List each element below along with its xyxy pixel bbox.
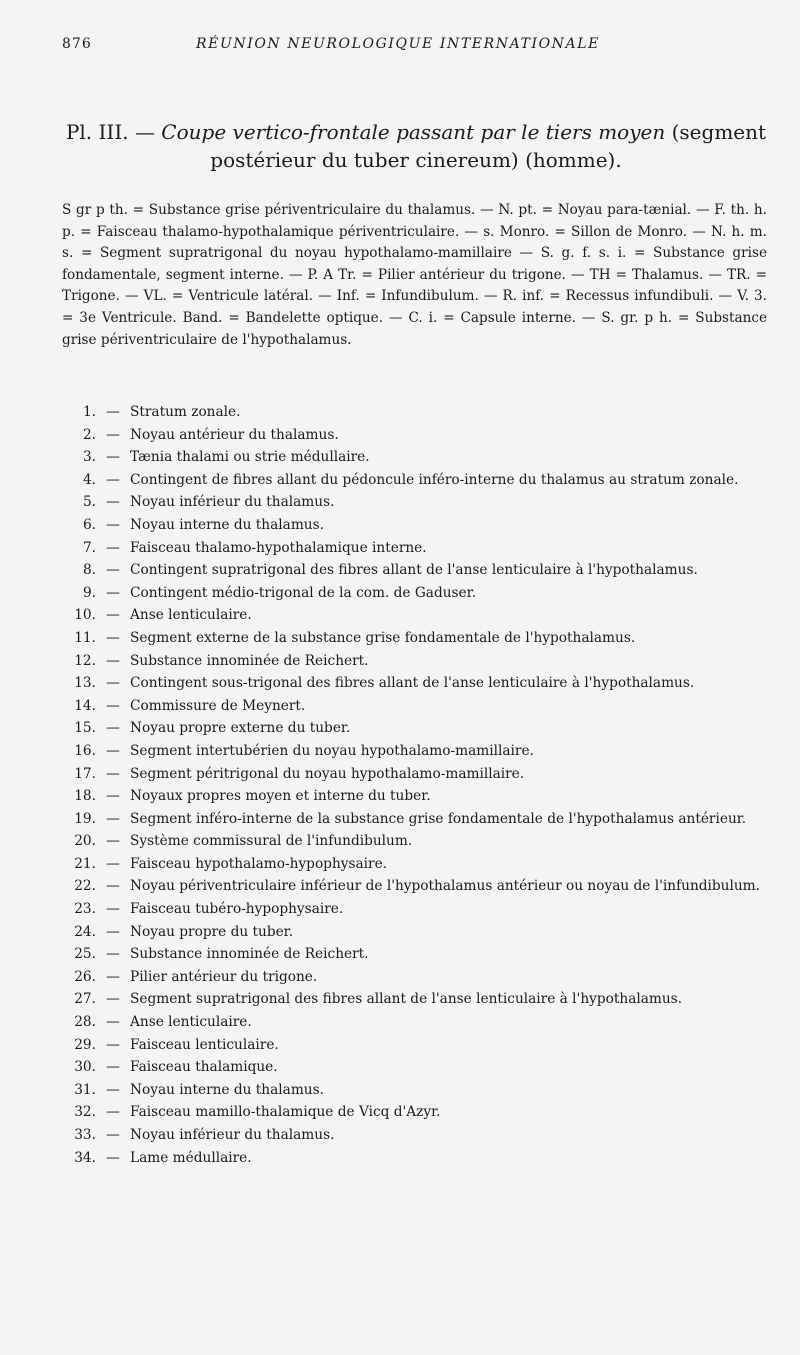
item-number: 21. <box>74 855 96 872</box>
item-text: Faisceau mamillo-thalamique de Vicq d'Azyr. <box>130 1104 441 1121</box>
item-dash: — <box>106 675 120 692</box>
item-dash: — <box>106 426 120 443</box>
item-number: 11. <box>74 629 96 646</box>
item-text: Contingent de fibres allant du pédoncule inféro-interne du thalamus au stratum zonale. <box>130 471 739 488</box>
item-text: Substance innominée de Reichert. <box>130 946 369 963</box>
item-dash: — <box>106 1104 120 1121</box>
list-item <box>60 966 780 989</box>
item-number: 10. <box>74 607 96 624</box>
numbered-list <box>60 401 780 1169</box>
item-dash: — <box>106 855 120 872</box>
list-item <box>60 1147 780 1170</box>
item-text: Pilier antérieur du trigone. <box>130 968 318 985</box>
item-text: Noyau antérieur du thalamus. <box>130 426 339 443</box>
item-text: Faisceau lenticulaire. <box>130 1036 279 1053</box>
item-dash: — <box>106 516 120 533</box>
item-number: 19. <box>74 810 96 827</box>
list-item <box>60 921 780 944</box>
list-item <box>60 559 780 582</box>
item-dash: — <box>106 404 120 420</box>
item-text: Faisceau tubéro-hypophysaire. <box>130 901 344 918</box>
item-dash: — <box>106 720 120 737</box>
item-number: 7. <box>82 539 96 556</box>
list-item <box>60 627 780 650</box>
item-dash: — <box>106 765 120 782</box>
list-item <box>60 763 780 786</box>
item-dash: — <box>106 1081 120 1098</box>
list-item <box>60 740 780 763</box>
item-text: Contingent médio-trigonal de la com. de Gaduser. <box>130 584 477 601</box>
page-number: 876 <box>62 36 92 52</box>
list-item <box>60 898 780 921</box>
item-text: Segment intertubérien du noyau hypothalamo-mamillaire. <box>130 742 534 759</box>
item-number: 4. <box>82 471 96 488</box>
item-number: 31. <box>74 1081 96 1098</box>
item-dash: — <box>106 968 120 985</box>
item-number: 24. <box>74 923 96 940</box>
item-text: Faisceau hypothalamo-hypophysaire. <box>130 855 388 872</box>
list-item <box>60 943 780 966</box>
list-item <box>60 537 780 560</box>
item-text: Segment inféro-interne de la substance grise fondamentale de l'hypothalamus antérieur. <box>130 810 747 827</box>
list-item <box>60 401 780 424</box>
running-title: RÉUNION NEUROLOGIQUE INTERNATIONALE <box>196 36 600 52</box>
item-number: 34. <box>74 1149 96 1166</box>
plate-title-italic: Coupe vertico-frontale passant par le tiers moyen <box>161 120 666 144</box>
item-number: 8. <box>82 562 96 579</box>
item-number: 5. <box>82 494 96 511</box>
plate-label: Pl. III. — <box>65 120 155 144</box>
list-item <box>60 514 780 537</box>
item-text: Stratum zonale. <box>130 404 241 420</box>
plate-title <box>62 118 770 174</box>
list-item <box>60 695 780 718</box>
item-number: 15. <box>74 720 96 737</box>
item-number: 27. <box>74 991 96 1008</box>
item-text: Anse lenticulaire. <box>130 1014 252 1031</box>
list-item <box>60 830 780 853</box>
list-item <box>60 1079 780 1102</box>
item-number: 32. <box>74 1104 96 1121</box>
list-item <box>60 717 780 740</box>
list-item <box>60 1011 780 1034</box>
item-dash: — <box>106 607 120 624</box>
item-dash: — <box>106 539 120 556</box>
item-text: Segment externe de la substance grise fondamentale de l'hypothalamus. <box>130 629 636 646</box>
item-dash: — <box>106 1149 120 1166</box>
item-text: Segment supratrigonal des fibres allant de l'anse lenticulaire à l'hypothalamus. <box>130 991 683 1008</box>
item-number: 23. <box>74 901 96 918</box>
item-dash: — <box>106 697 120 714</box>
item-text: Noyau propre du tuber. <box>130 923 294 940</box>
item-number: 22. <box>74 878 96 895</box>
item-dash: — <box>106 629 120 646</box>
item-number: 20. <box>74 833 96 850</box>
item-number: 3. <box>82 449 96 466</box>
list-item <box>60 604 780 627</box>
plate-title-line2: postérieur du tuber cinereum) (homme). <box>210 148 622 172</box>
list-item <box>60 988 780 1011</box>
item-text: Commissure de Meynert. <box>130 697 306 714</box>
list-item <box>60 491 780 514</box>
list-item <box>60 650 780 673</box>
item-dash: — <box>106 1059 120 1076</box>
list-item <box>60 582 780 605</box>
item-dash: — <box>106 562 120 579</box>
plate-title-rest: (segment <box>671 120 767 144</box>
item-text: Faisceau thalamo-hypothalamique interne. <box>130 539 427 556</box>
item-dash: — <box>106 652 120 669</box>
item-dash: — <box>106 584 120 601</box>
list-item <box>60 1124 780 1147</box>
list-item <box>60 853 780 876</box>
item-text: Noyau interne du thalamus. <box>130 1081 324 1098</box>
item-number: 16. <box>74 742 96 759</box>
item-number: 18. <box>74 788 96 805</box>
item-text: Noyau propre externe du tuber. <box>130 720 351 737</box>
list-item <box>60 424 780 447</box>
list-item <box>60 469 780 492</box>
item-dash: — <box>106 833 120 850</box>
item-number: 29. <box>74 1036 96 1053</box>
item-dash: — <box>106 923 120 940</box>
item-dash: — <box>106 449 120 466</box>
item-dash: — <box>106 810 120 827</box>
item-text: Système commissural de l'infundibulum. <box>130 833 413 850</box>
item-dash: — <box>106 494 120 511</box>
item-text: Noyaux propres moyen et interne du tuber. <box>130 788 431 805</box>
list-item <box>60 1034 780 1057</box>
list-item <box>60 446 780 469</box>
item-dash: — <box>106 788 120 805</box>
item-text: Contingent sous-trigonal des fibres allant de l'anse lenticulaire à l'hypothalamus. <box>130 675 695 692</box>
item-number: 12. <box>74 652 96 669</box>
list-item <box>60 672 780 695</box>
list-item <box>60 1056 780 1079</box>
item-number: 26. <box>74 968 96 985</box>
abbreviation-legend: S gr p th. = Substance grise périventriculaire du thalamus. — N. pt. = Noyau para-tænial. — F. th. h. p. = Faisceau thalamo-hypothalamique périventriculaire. — s. Monro. = Sillon de Monro. — N. h. m. s. = Segment supratrigonal du noyau hypothalamo-mamillaire — S. g. f. s. i. = Substance grise fondamentale, segment interne. — P. A Tr. = Pilier antérieur du trigone. — TH = Thalamus. — TR. = Trigone. — VL. = Ventricule latéral. — Inf. = Infundibulum. — R. inf. = Recessus infundibuli. — V. 3. = 3e Ventricule. Band. = Bandelette optique. — C. i. = Capsule interne. — S. gr. p h. = Substance grise périventriculaire de l'hypothalamus. <box>62 202 767 348</box>
item-text: Noyau périventriculaire inférieur de l'hypothalamus antérieur ou noyau de l'infundibulum. <box>130 878 761 895</box>
item-text: Faisceau thalamique. <box>130 1059 278 1076</box>
item-dash: — <box>106 471 120 488</box>
item-text: Substance innominée de Reichert. <box>130 652 369 669</box>
item-dash: — <box>106 1036 120 1053</box>
item-dash: — <box>106 1014 120 1031</box>
item-dash: — <box>106 991 120 1008</box>
list-item <box>60 808 780 831</box>
item-number: 9. <box>82 584 96 601</box>
item-dash: — <box>106 946 120 963</box>
item-number: 17. <box>74 765 96 782</box>
item-text: Lame médullaire. <box>130 1149 252 1166</box>
item-number: 25. <box>74 946 96 963</box>
item-number: 2. <box>82 426 96 443</box>
item-text: Anse lenticulaire. <box>130 607 252 624</box>
item-dash: — <box>106 878 120 895</box>
item-text: Noyau interne du thalamus. <box>130 516 324 533</box>
item-number: 33. <box>74 1127 96 1143</box>
item-number: 28. <box>74 1014 96 1031</box>
item-number: 14. <box>74 697 96 714</box>
item-text: Noyau inférieur du thalamus. <box>130 494 335 511</box>
item-dash: — <box>106 901 120 918</box>
item-dash: — <box>106 1127 120 1143</box>
item-text: Contingent supratrigonal des fibres allant de l'anse lenticulaire à l'hypothalamus. <box>130 562 698 579</box>
item-number: 13. <box>74 675 96 692</box>
item-number: 30. <box>74 1059 96 1076</box>
item-text: Noyau inférieur du thalamus. <box>130 1127 335 1143</box>
list-item <box>60 875 780 898</box>
item-text: Tænia thalami ou strie médullaire. <box>130 449 370 466</box>
item-text: Segment péritrigonal du noyau hypothalamo-mamillaire. <box>130 765 525 782</box>
item-number: 6. <box>82 516 96 533</box>
item-dash: — <box>106 742 120 759</box>
list-item <box>60 785 780 808</box>
item-number: 1. <box>82 404 96 420</box>
list-item <box>60 1101 780 1124</box>
